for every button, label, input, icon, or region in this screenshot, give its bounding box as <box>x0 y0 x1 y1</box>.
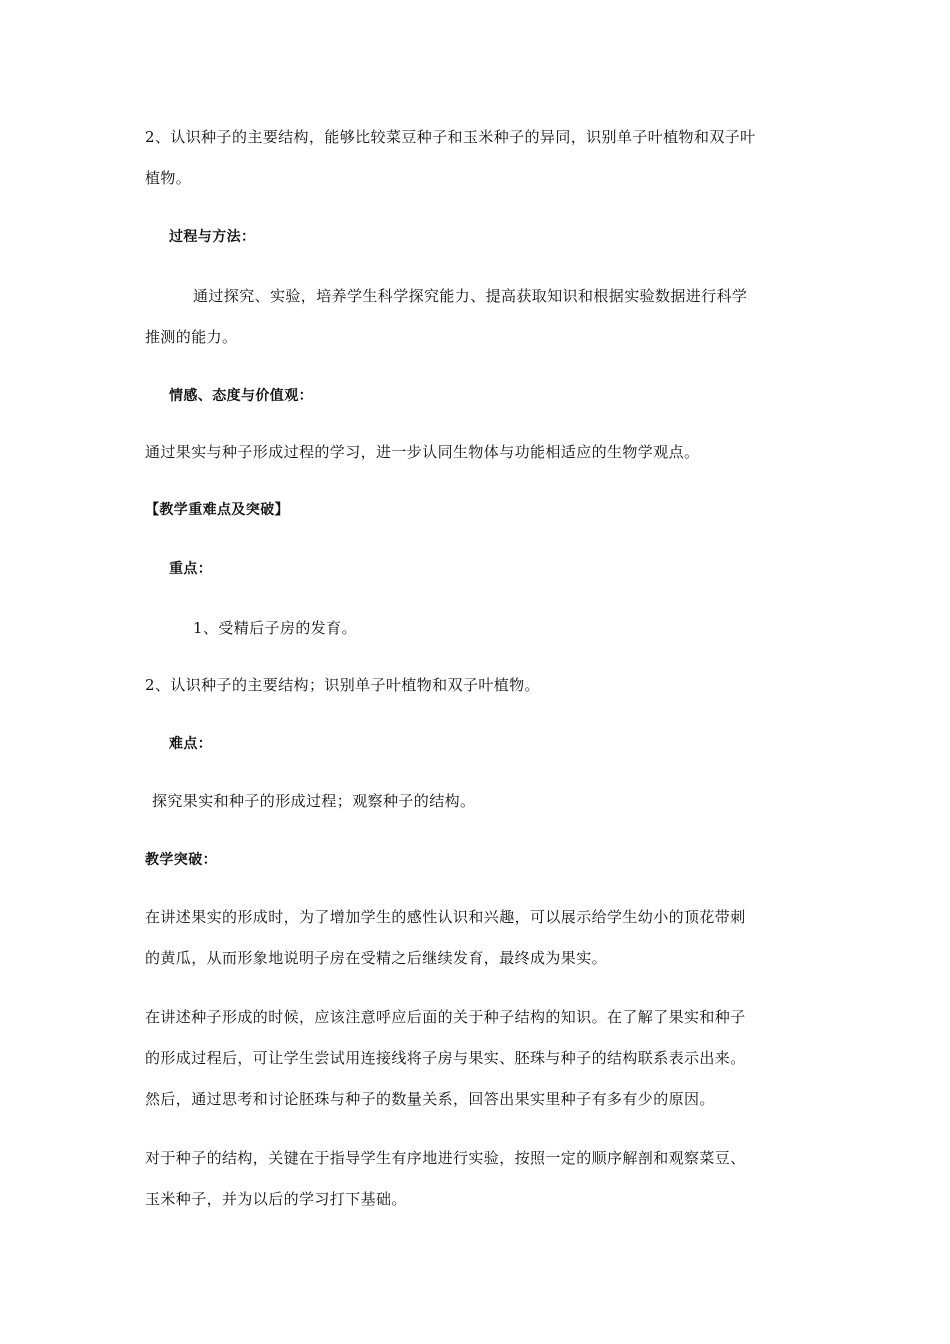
objective-2-line1: 2、认识种子的主要结构，能够比较菜豆种子和玉米种子的异同，识别单子叶植物和双子叶 <box>145 128 756 146</box>
attitude-values-heading: 情感、态度与价值观： <box>169 388 313 404</box>
difficult-points-heading: 难点： <box>169 736 213 752</box>
process-method-text-line1: 通过探究、实验，培养学生科学探究能力、提高获取知识和根据实验数据进行科学 <box>193 287 748 305</box>
breakthrough-paragraph-1-line2: 的黄瓜，从而形象地说明子房在受精之后继续发育，最终成为果实。 <box>145 949 608 967</box>
teaching-breakthrough-heading: 教学突破： <box>145 852 217 868</box>
breakthrough-paragraph-2-line1: 在讲述种子形成的时候，应该注意呼应后面的关于种子结构的知识。在了解了果实和种子 <box>145 1008 746 1026</box>
key-points-heading: 重点： <box>169 561 213 577</box>
process-method-heading: 过程与方法： <box>169 229 256 245</box>
breakthrough-paragraph-2-line2: 的形成过程后，可让学生尝试用连接线将子房与果实、胚珠与种子的结构联系表示出来。 <box>145 1049 746 1067</box>
difficult-points-text: 探究果实和种子的形成过程；观察种子的结构。 <box>152 792 476 810</box>
attitude-values-text: 通过果实与种子形成过程的学习，进一步认同生物体与功能相适应的生物学观点。 <box>145 443 700 461</box>
breakthrough-paragraph-3-line1: 对于种子的结构，关键在于指导学生有序地进行实验，按照一定的顺序解剖和观察菜豆、 <box>145 1149 746 1167</box>
objective-2-line2: 植物。 <box>145 169 192 187</box>
breakthrough-paragraph-2-line3: 然后，通过思考和讨论胚珠与种子的数量关系，回答出果实里种子有多有少的原因。 <box>145 1090 715 1108</box>
key-point-1: 1、受精后子房的发育。 <box>193 619 357 637</box>
key-difficult-points-heading: 【教学重难点及突破】 <box>145 502 289 518</box>
key-point-2: 2、认识种子的主要结构；识别单子叶植物和双子叶植物。 <box>145 676 540 694</box>
breakthrough-paragraph-3-line2: 玉米种子，并为以后的学习打下基础。 <box>145 1190 407 1208</box>
process-method-text-line2: 推测的能力。 <box>145 328 238 346</box>
breakthrough-paragraph-1-line1: 在讲述果实的形成时，为了增加学生的感性认识和兴趣，可以展示给学生幼小的顶花带刺 <box>145 908 746 926</box>
